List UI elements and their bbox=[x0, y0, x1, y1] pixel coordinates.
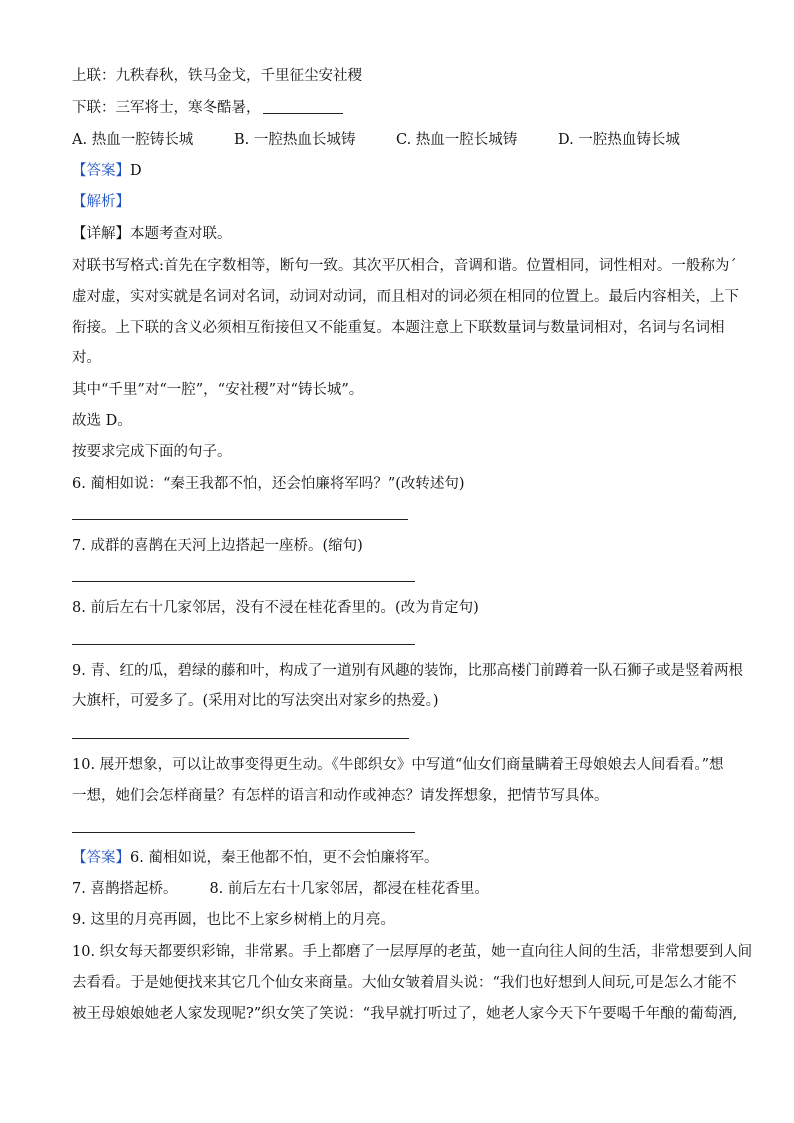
question-6: 6. 蔺相如说：“秦王我都不怕，还会怕廉将军吗？”(改转述句) bbox=[72, 476, 465, 492]
detail-tag: 【详解】 bbox=[72, 226, 130, 242]
answers-tag: 【答案】 bbox=[72, 850, 130, 866]
answer-6-text: 6. 蔺相如说，秦王他都不怕，更不会怕廉将军。 bbox=[130, 850, 439, 866]
analysis-tag bbox=[72, 192, 130, 212]
answer-8: 8. 前后左右十几家邻居，都浸在桂花香里。 bbox=[209, 881, 489, 897]
option-d: D. 一腔热血铸长城 bbox=[558, 132, 680, 148]
answer-tag: 【答案】 bbox=[72, 163, 130, 179]
answer-10-line-3: 被王母娘娘她老人家发现呢?”织女笑了笑说：“我早就打听过了，她老人家今天下午要喝千年酿的葡萄酒, bbox=[72, 1006, 738, 1022]
option-b: B. 一腔热血长城铸 bbox=[234, 132, 356, 148]
option-a: A. 热血一腔铸长城 bbox=[72, 132, 194, 148]
answer-7: 7. 喜鹊搭起桥。 bbox=[72, 881, 178, 897]
detail-line bbox=[72, 224, 232, 244]
answer-10-line-1: 10. 织女每天都要织彩锦，非常累。手上都磨了一层厚厚的老茧，她一直向往人间的生活，非常想要到人间 bbox=[72, 944, 753, 960]
explanation-choose: 故选 D。 bbox=[72, 413, 132, 429]
option-c: C. 热血一腔长城铸 bbox=[396, 132, 518, 148]
explanation-line-2: 虚对虚，实对实就是名词对名词，动词对动词，而且相对的词必须在相同的位置上。最后内容相关，上下 bbox=[72, 289, 739, 305]
question-10-line-2: 一想，她们会怎样商量？有怎样的语言和动作或神态？请发挥想象，把情节写具体。 bbox=[72, 788, 609, 804]
couplet-lower bbox=[72, 98, 343, 118]
question-9-line-1: 9. 青、红的瓜，碧绿的藤和叶，构成了一道别有风趣的装饰，比那高楼门前蹲着一队石狮子或是竖着两根 bbox=[72, 663, 743, 679]
answer-blank bbox=[263, 99, 343, 114]
answer-line-9 bbox=[72, 738, 409, 739]
explanation-line-1: 对联书写格式:首先在字数相等，断句一致。其次平仄相合，音调和谐。位置相同，词性相对。一般称为ˊ bbox=[72, 258, 737, 274]
answer-line-6 bbox=[72, 519, 408, 520]
detail-text: 本题考查对联。 bbox=[130, 226, 232, 242]
answer-10-line-2: 去看看。于是她便找来其它几个仙女来商量。大仙女皱着眉头说：“我们也好想到人间玩,可是怎么才能不 bbox=[72, 975, 737, 991]
question-10-line-1: 10. 展开想象，可以让故事变得更生动。《牛郎织女》中写道“仙女们商量瞒着王母娘娘去人间看看。”想 bbox=[72, 757, 724, 773]
section-title: 按要求完成下面的句子。 bbox=[72, 444, 232, 460]
question-9-line-2: 大旗杆，可爱多了。(采用对比的写法突出对家乡的热爱。) bbox=[72, 693, 439, 709]
question-7: 7. 成群的喜鹊在天河上边搭起一座桥。(缩句) bbox=[72, 538, 363, 554]
analysis-tag-text: 【解析】 bbox=[72, 194, 130, 210]
answer-line-10 bbox=[72, 832, 415, 833]
answer-line-8 bbox=[72, 644, 415, 645]
explanation-example: 其中“千里”对“一腔”，“安社稷”对“铸长城”。 bbox=[72, 382, 364, 398]
answer-9: 9. 这里的月亮再圆，也比不上家乡树梢上的月亮。 bbox=[72, 912, 395, 928]
couplet-upper: 上联：九秩春秋，铁马金戈，千里征尘安社稷 bbox=[72, 68, 362, 84]
q5-answer bbox=[72, 161, 142, 181]
question-8: 8. 前后左右十几家邻居，没有不浸在桂花香里的。(改为肯定句) bbox=[72, 600, 479, 616]
answer-value: D bbox=[130, 163, 142, 179]
answer-line-7 bbox=[72, 581, 415, 582]
explanation-line-4: 对。 bbox=[72, 350, 101, 366]
answer-7-8 bbox=[72, 879, 489, 899]
answer-6 bbox=[72, 848, 438, 868]
couplet-lower-text: 下联：三军将士，寒冬酷暑， bbox=[72, 100, 261, 116]
explanation-line-3: 衔接。上下联的含义必须相互衔接但又不能重复。本题注意上下联数量词与数量词相对，名词与名词相 bbox=[72, 320, 725, 336]
